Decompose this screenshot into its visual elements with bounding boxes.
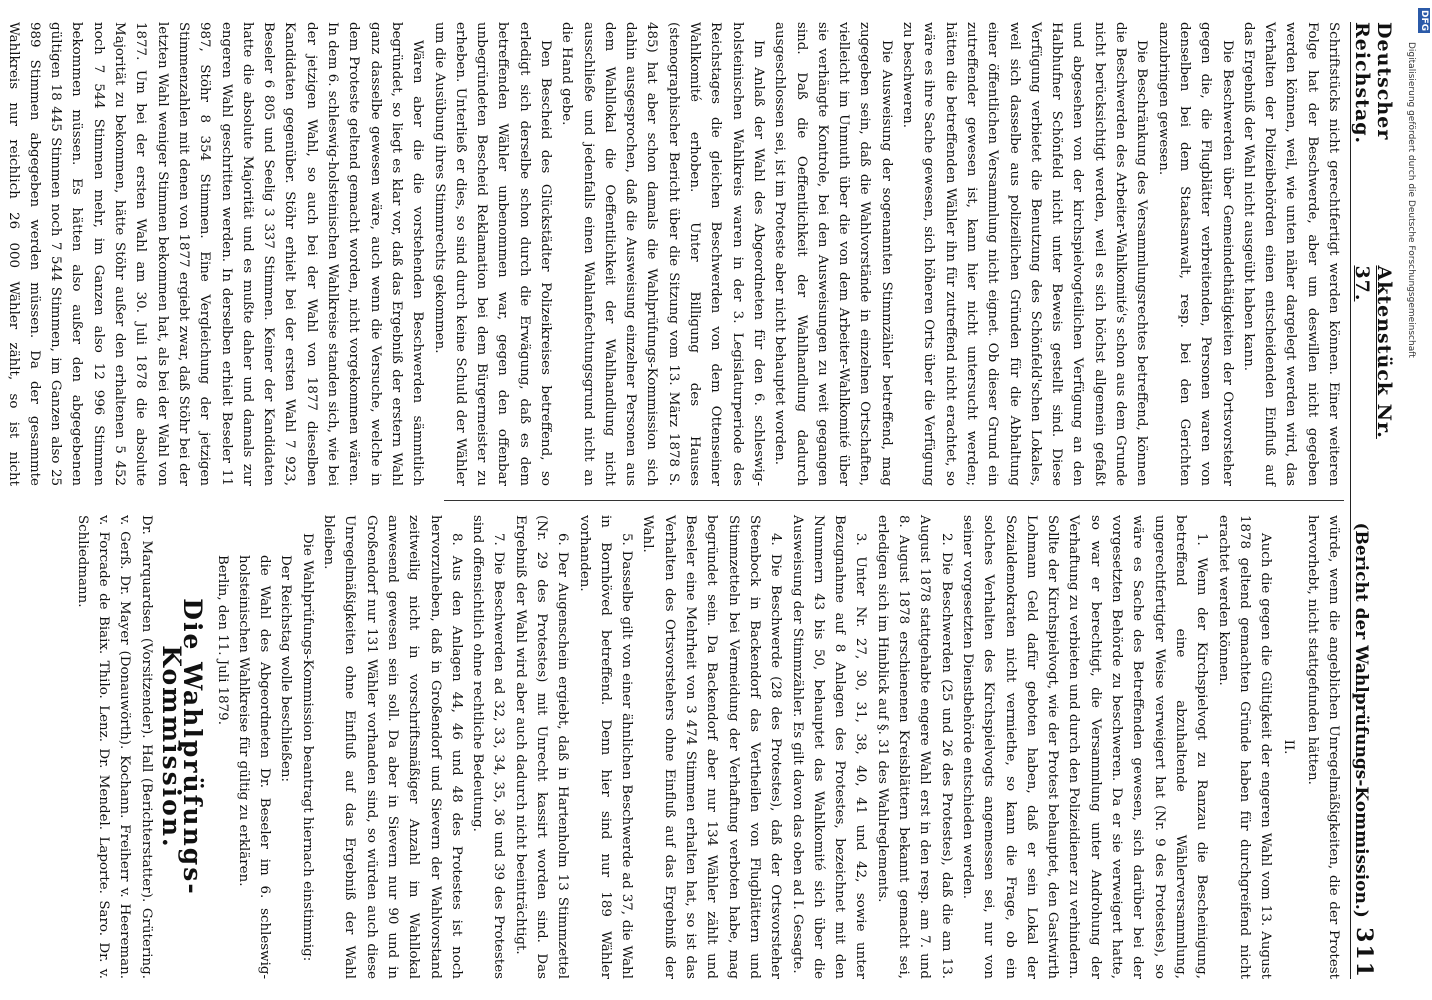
paragraph: Wären aber die die vorstehenden Beschwerden sämmtlich begründet, so liegt es klar vor, daß das Ergebniß der erstern Wahl ganz dasselbe gewesen wäre, auch wenn die Versuche, welche in dem Proteste geltend gemacht worden, nicht vorgekommen wären. In dem 6. schleswig-holsteinischen Wahlkreise standen sich, wie bei der jetzigen Wahl, so auch bei der Wahl von 1877 dieselben Kandidaten gegenüber. Stöhr erhielt bei der ersten Wahl 7 923, Beseler 6 805 und Seelig 3 337 Stimmen. Keiner der Kandidaten hatte die absolute Majorität und es mußte daher und damals zur engeren Wahl geschritten werden. In derselben erhielt Beseler 11 987, Stöhr 8 354 Stimmen. Eine Vergleichung der jetzigen Stimmenzahlen mit denen von 1877 ergiebt zwar, daß Stöhr bei der letzten Wahl weniger Stimmen bekommen hat, als bei der Wahl von 1877. Um bei der ersten Wahl am 30. Juli 1878 die absolute Majorität zu bekommen, hätte Stöhr außer den erhaltenen 5 452 noch 7 544 Stimmen mehr, im Ganzen also 12 996 Stimmen bekommen müssen. Es hätten also außer den abgegebenen gültigen 18 445 Stimmen noch 7 544 Stimmen, im Ganzen also 25 989 Stimmen abgegeben werden müssen. Da der gesammte Wahlkreis nur reichlich 26 000 Wähler zählt, so ist nicht bbox=[5, 22, 426, 486]
page-header bbox=[1350, 22, 1395, 979]
commission-members: Dr. Marquardsen (Vorsitzender). Hall (Berichterstatter). Grütering. v. Gerß. Dr. Mayer (Donauwörth). Kochann. Freiherr v. Heereman. v. Forcade de Biaix. Thilo. Lenz. Dr. Mendel. Laporte. Saro. Dr. v. Schliedmann. bbox=[74, 515, 154, 979]
digitization-note bbox=[1406, 42, 1416, 358]
left-column bbox=[5, 22, 1344, 501]
header-right-title: (Bericht der Wahlprüfungs-Kommission.) bbox=[1351, 522, 1371, 918]
list-item: 2. Die Beschwerden (25 und 26 des Protestes), daß die am 13. August 1878 stattgehabte engere Wahl erst in den resp. am 7. und 8. August 1878 erschienenen Kreisblättern bekannt gemacht sei, erledigen sich im Hinblick auf §. 31 des Wahlreglements. bbox=[874, 515, 954, 979]
dfg-badge-text: DFG bbox=[1419, 10, 1429, 32]
paragraph: Die Beschwerden über Gemeindethätigkeiten der Ortsvorsteher gegen die, die Flugblätter verbreitenden, Personen waren von denselben bei dem Staatsanwalt, resp. bei den Gerichten anzubringen gewesen. bbox=[1155, 22, 1235, 486]
dfg-logo bbox=[1418, 8, 1430, 33]
commission-title: Die Wahlprüfungs-Kommission. bbox=[156, 598, 208, 896]
resolution-lead: Der Reichstag wolle beschließen: bbox=[278, 555, 294, 783]
list-item: 7. Die Beschwerden ad 32, 33, 34, 35, 36 und 39 des Protestes sind offensichtlich ohne rechtliche Bedeutung. bbox=[470, 515, 507, 979]
paragraph: Die Ausweisung der sogenannten Stimmzähler betreffend, mag zugegeben sein, daß die Wahlvorstände in einzelnen Ortschaften, vielleicht im Unmuth über die von dem Arbeiter-Wahlkomité über sie verhängte Kontrole, bei den Ausweisungen zu weit gegangen sind. Daß die Oeffentlichkeit der Wahlhandlung dadurch ausgeschlossen sei, ist im Proteste aber nicht behauptet worden. bbox=[772, 22, 894, 486]
resolution-text: die Wahl des Abgeordneten Dr. Beseler im 6. schleswig-holsteinischen Wahlkreise für gültig zu erklären. bbox=[235, 555, 273, 979]
paragraph: Den Bescheid des Glückstädter Polizeikreises betreffend, so erledigt sich derselbe schon durch die Erwägung, daß es dem betreffenden Wähler unbenommen war, gegen den offenbar unbegründeten Bescheid Reklamation bei dem Bürgermeister zu erheben. Unterließ er dies, so sind durch keine Schuld der Wähler um die Ausübung ihres Stimmrechts gekommen. bbox=[431, 22, 554, 486]
place-date: Berlin, den 11. Juli 1879. bbox=[214, 555, 230, 725]
header-left-title: Deutscher Reichstag. bbox=[1351, 22, 1395, 145]
list-item: 3. Unter Nr. 27, 30, 31, 38, 40, 41 und 42, sowie unter Bezugnahme auf 8 Anlagen des Protestes, bezeichnet mit den Nummern 43 bis 50, behauptet das Wahlkomité sich über die Ausweisung der Stimmzähler. Es gilt davon das oben ad I. Gesagte. bbox=[789, 515, 869, 979]
right-column bbox=[74, 501, 1344, 979]
paragraph: würde, wenn die angeblichen Unregelmäßigkeiten, die der Protest hervorhebt, nicht stattgefunden hätten. bbox=[1304, 515, 1341, 979]
paragraph: Die Beschränkung des Versammlungsrechtes betreffend, können die Beschwerden des Arbeiter-Wahlkomité's schon aus dem Grunde nicht berücksichtigt werden, weil es sich höchst allgemein gefaßt und abgesehen von der kirchspielvogteilichen Verfügung an den Halbhufner Schönfeld nicht unter Beweis gestellt sind. Diese Verfügung verbietet die Benutzung des Schönfeld'schen Lokales, weil sich dasselbe aus polizeilichen Gründen für die Abhaltung einer öffentlichen Versammlung nicht eignet. Ob dieser Grund ein zutreffender gewesen ist, kann hier nicht untersucht werden; hätten die betreffenden Wähler ihn für zutreffend nicht erachtet, so wäre es ihre Sache gewesen, sich höheren Orts über die Verfügung zu beschweren. bbox=[900, 22, 1150, 486]
list-item: 4. Die Beschwerde (28 des Protestes), daß der Ortsvorsteher Steenbock in Backendorf das Vertheilen von Flugblättern und Stimmzetteln bei Vermeidung der Verhaftung verboten habe, mag begründet sein. Da Backendorf aber nur 134 Wähler zählt und Beseler eine Mehrheit von 3 474 Stimmen erhalten hat, so ist das Verhalten des Ortsvorstehers ohne Einfluß auf das Ergebniß der Wahl. bbox=[640, 515, 784, 979]
resolution-intro: Die Wahlprüfungs-Kommission beantragt hiernach einstimmig: bbox=[299, 533, 315, 962]
paragraph: Auch die gegen die Gültigkeit der engeren Wahl vom 13. August 1878 geltend gemachten Gründe haben für durchgreifend nicht erachtet werden können. bbox=[1215, 515, 1274, 979]
page-number: 311 bbox=[1351, 927, 1377, 979]
section-marker: II. bbox=[1281, 739, 1297, 755]
text-columns bbox=[5, 22, 1344, 979]
list-item: 6. Der Augenschein ergiebt, daß in Hartenholm 13 Stimmzettel (Nr. 29 des Protestes) mit Unrecht kassirt worden sind. Das Ergebniß der Wahl wird aber auch dadurch nicht beeinträchtigt. bbox=[512, 515, 571, 979]
paragraph: Im Anlaß der Wahl des Abgeordneten für den 6. schleswig-holsteinischen Wahlkreis waren in der 3. Legislaturperiode des Reichstages die gleichen Beschwerden von dem Ottenseiner Wahlkomité erhoben. Unter Billigung des Hauses (stenographischer Bericht über die Sitzung vom 13. März 1878 S. 485) hat aber schon damals die Wahlprüfungs-Kommission sich dahin ausgesprochen, daß die Ausweisung einzelner Personen aus dem Wahllokal die Oeffentlichkeit der Wahlhandlung nicht ausschließe und jedenfalls einen Wahlanfechtungsgrund nicht an die Hand gebe. bbox=[559, 22, 766, 486]
list-item: 1. Wenn der Kirchspielvogt zu Ranzau die Bescheinigung, betreffend eine abzuhaltende Wählerversammlung, ungerechtfertigter Weise verweigert hat (Nr. 9 des Protestes), so wäre es Sache des Betreffenden gewesen, sich darüber bei der vorgesetzten Behörde zu beschweren. Da er sie verweigert hatte, so war er berechtigt, die Versammlung unter Androhung der Verhaftung zu verbieten und durch den Polizeidiener zu verhindern. Sollte der Kirchspielvogt, wie der Protest behauptet, den Gastwirth Lohmann Geld dafür geboten haben, daß er sein Lokal der Sozialdemokraten nicht vermiethe, so kann die Frage, ob ein solches Verhalten des Kirchspielvogts angemessen sei, nur von seiner vorgesetzten Dienstbehörde entschieden werden. bbox=[959, 515, 1210, 979]
list-item: 5. Dasselbe gilt von einer ähnlichen Beschwerde ad 37, die Wahl in Bornhöved betreffend. Denn hier sind nur 189 Wähler vorhanden. bbox=[576, 515, 635, 979]
paragraph: Schriftstücks nicht gerechtfertigt werden können. Einer weiteren Folge hat der Beschwerde, aber um deswillen nicht gegeben werden können, weil, wie unten näher dargelegt werden wird, das Verhalten der Polizeibehörden einen entscheidenden Einfluß auf das Ergebniß der Wahl nicht ausgeübt haben kann. bbox=[1240, 22, 1341, 486]
header-left bbox=[1351, 22, 1395, 501]
header-right bbox=[1351, 501, 1377, 980]
digitization-note-text: Digitalisierung gefördert durch die Deutsche Forschungsgemeinschaft bbox=[1406, 42, 1416, 358]
list-item: 8. Aus den Anlagen 44, 46 und 48 des Protestes ist noch hervorzuheben, daß in Großendorf und Sievern der Wahlvorstand zeitweilig nicht in vorschriftsmäßiger Anzahl im Wahllokal anwesend gewesen sein soll. Da aber in Sievern nur 90 und in Großendorf nur 131 Wähler vorhanden sind, so würden auch diese Unregelmäßigkeiten ohne Einfluß auf das Ergebniß der Wahl bleiben. bbox=[321, 515, 464, 979]
document-page bbox=[0, 8, 1405, 993]
header-left-subtitle: Aktenstück Nr. 37. bbox=[1351, 265, 1395, 439]
